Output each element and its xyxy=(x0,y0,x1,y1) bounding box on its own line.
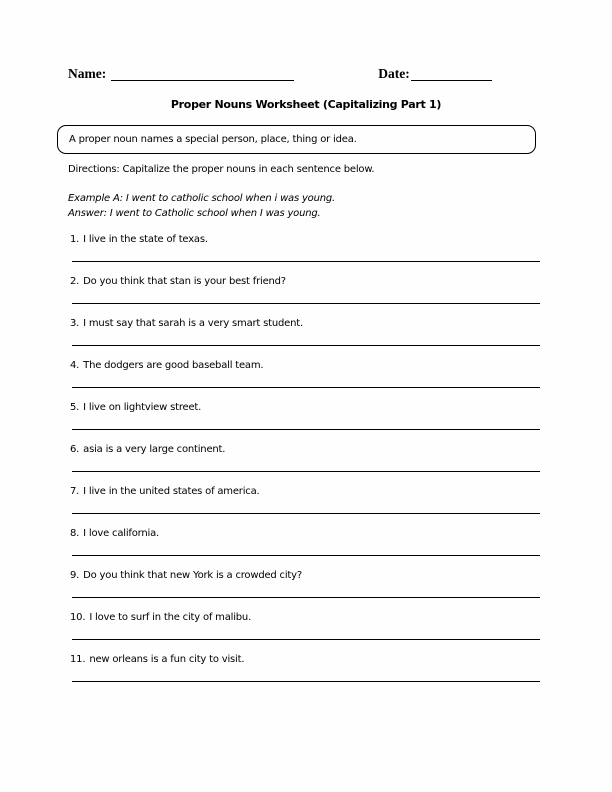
question-number: 3. xyxy=(70,318,80,329)
question-sentence xyxy=(70,611,612,624)
question-number: 8. xyxy=(70,528,80,539)
answer-blank-line[interactable] xyxy=(72,429,540,430)
question-number: 5. xyxy=(70,402,80,413)
question-sentence xyxy=(70,527,612,540)
question-sentence xyxy=(70,569,612,582)
question-item xyxy=(70,485,612,514)
question-text: new orleans is a fun city to visit. xyxy=(89,654,245,665)
question-number: 9. xyxy=(70,570,80,581)
answer-blank-line[interactable] xyxy=(72,303,540,304)
question-number: 1. xyxy=(70,234,80,245)
question-text: I love california. xyxy=(83,528,160,539)
question-sentence xyxy=(70,401,612,414)
question-item xyxy=(70,653,612,682)
name-label: Name: xyxy=(68,66,107,81)
answer-blank-line[interactable] xyxy=(72,261,540,262)
example-answer: Answer: I went to Catholic school when I was young. xyxy=(68,208,321,219)
example-block xyxy=(68,191,612,221)
answer-blank-line[interactable] xyxy=(72,555,540,556)
question-item xyxy=(70,317,612,346)
question-text: asia is a very large continent. xyxy=(83,444,226,455)
question-sentence xyxy=(70,485,612,498)
question-item xyxy=(70,233,612,262)
question-number: 6. xyxy=(70,444,80,455)
question-sentence xyxy=(70,317,612,330)
question-sentence xyxy=(70,233,612,246)
questions-list xyxy=(0,233,612,682)
question-number: 7. xyxy=(70,486,80,497)
question-sentence xyxy=(70,359,612,372)
answer-blank-line[interactable] xyxy=(72,639,540,640)
question-sentence xyxy=(70,275,612,288)
question-item xyxy=(70,401,612,430)
definition-text: A proper noun names a special person, place, thing or idea. xyxy=(69,134,357,145)
example-sentence: Example A: I went to catholic school when i was young. xyxy=(68,193,336,204)
question-text: I live in the united states of america. xyxy=(83,486,260,497)
date-label: Date: xyxy=(378,66,410,81)
question-text: I love to surf in the city of malibu. xyxy=(89,612,252,623)
date-blank-line[interactable] xyxy=(411,66,492,81)
answer-blank-line[interactable] xyxy=(72,345,540,346)
question-number: 4. xyxy=(70,360,80,371)
answer-blank-line[interactable] xyxy=(72,471,540,472)
header xyxy=(68,66,612,81)
question-number: 11. xyxy=(70,654,86,665)
worksheet-title: Proper Nouns Worksheet (Capitalizing Part 1) xyxy=(170,98,442,111)
name-blank-line[interactable] xyxy=(111,66,294,81)
question-sentence xyxy=(70,443,612,456)
answer-blank-line[interactable] xyxy=(72,387,540,388)
question-item xyxy=(70,569,612,598)
question-text: I live in the state of texas. xyxy=(83,234,208,245)
definition-box xyxy=(57,125,536,154)
question-item xyxy=(70,275,612,304)
question-item xyxy=(70,611,612,640)
answer-blank-line[interactable] xyxy=(72,681,540,682)
answer-blank-line[interactable] xyxy=(72,597,540,598)
question-item xyxy=(70,359,612,388)
directions-text: Directions: Capitalize the proper nouns in each sentence below. xyxy=(68,164,375,175)
question-number: 10. xyxy=(70,612,86,623)
question-text: Do you think that stan is your best friend? xyxy=(83,276,286,287)
question-text: I live on lightview street. xyxy=(83,402,202,413)
question-text: The dodgers are good baseball team. xyxy=(83,360,264,371)
question-text: I must say that sarah is a very smart student. xyxy=(83,318,303,329)
question-item xyxy=(70,527,612,556)
question-number: 2. xyxy=(70,276,80,287)
question-item xyxy=(70,443,612,472)
question-text: Do you think that new York is a crowded city? xyxy=(83,570,302,581)
question-sentence xyxy=(70,653,612,666)
answer-blank-line[interactable] xyxy=(72,513,540,514)
